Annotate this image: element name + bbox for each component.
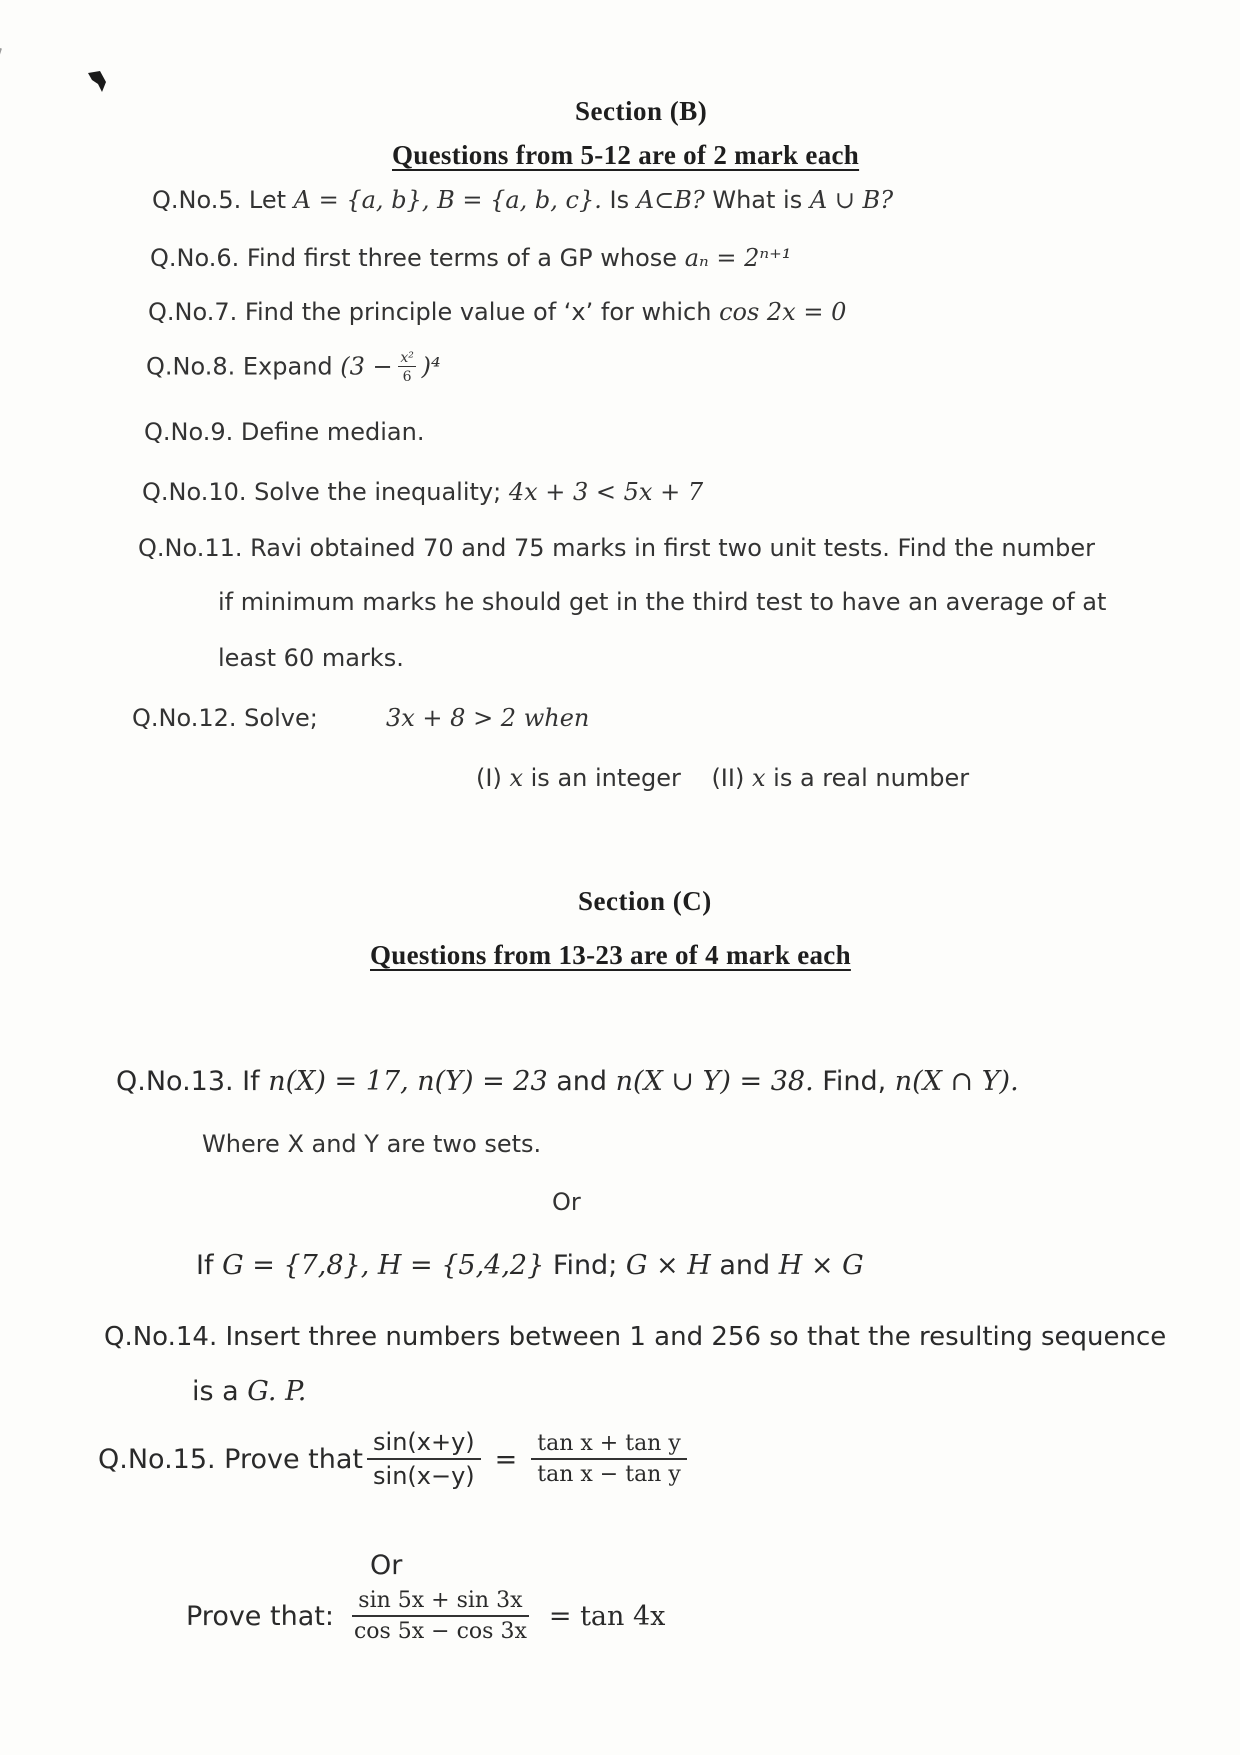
section-c-title: Section (C)	[578, 886, 712, 916]
or-separator-1: Or	[552, 1188, 581, 1216]
question-10	[142, 478, 703, 506]
q8-close: )⁴	[421, 352, 441, 381]
q13-alt-product-1: G × H	[625, 1250, 711, 1281]
q13-label: Q.No.13. If	[116, 1066, 260, 1097]
scan-speck-mark	[86, 70, 108, 94]
q12-opt1-var: x	[509, 764, 523, 792]
q10-text: Q.No.10. Solve the inequality;	[142, 478, 502, 506]
q15-lhs-den: sin(x−y)	[373, 1462, 475, 1490]
question-15	[98, 1428, 691, 1490]
question-14-line-2	[192, 1376, 306, 1407]
q13-intersection: n(X ∩ Y).	[894, 1066, 1019, 1097]
q12-opt2-label: (II)	[711, 764, 745, 792]
q15-alt-label: Prove that:	[186, 1600, 334, 1632]
q12-inequality	[386, 704, 589, 732]
q8-open: (3 −	[340, 352, 393, 381]
q14-text: is a	[192, 1376, 239, 1407]
q13-alt-sets: G = {7,8}, H = {5,4,2}	[222, 1250, 545, 1281]
or-separator-2: Or	[370, 1550, 403, 1581]
q5-text: Is	[609, 186, 630, 214]
q13-alt-label: If	[196, 1250, 214, 1281]
q12-options	[476, 764, 969, 792]
q8-text: Q.No.8. Expand	[146, 352, 333, 381]
q13-alt-and: and	[719, 1250, 771, 1281]
q5-union: A ∪ B?	[809, 186, 894, 214]
q8-frac-num: x²	[400, 350, 414, 366]
q12-opt2-text: is a real number	[773, 764, 970, 792]
question-13-line-2: Where X and Y are two sets.	[202, 1130, 542, 1158]
q12-text: Q.No.12. Solve;	[132, 704, 318, 732]
q8-frac-den: 6	[402, 369, 412, 385]
q15-lhs-fraction	[367, 1428, 481, 1490]
question-14-line-1: Q.No.14. Insert three numbers between 1 and 256 so that the resulting sequence	[104, 1322, 1167, 1352]
scan-edge-line	[0, 48, 2, 134]
q13-and: and	[556, 1066, 608, 1097]
question-11-line-1: Q.No.11. Ravi obtained 70 and 75 marks in first two unit tests. Find the number	[138, 534, 1096, 562]
q6-formula: aₙ = 2ⁿ⁺¹	[684, 244, 792, 272]
question-9: Q.No.9. Define median.	[144, 418, 425, 446]
question-13-alternative	[196, 1250, 864, 1281]
q13-given: n(X) = 17, n(Y) = 23	[268, 1066, 548, 1097]
q15-rhs-den: tan x − tan y	[537, 1462, 681, 1487]
q5-label: Q.No.5. Let	[152, 186, 287, 214]
q12-opt2-var: x	[751, 764, 766, 792]
q15-alt-num: sin 5x + sin 3x	[352, 1588, 528, 1617]
q5-sets: A = {a, b}, B = {a, b, c}.	[293, 186, 602, 214]
q12-opt1-text: is an integer	[530, 764, 681, 792]
q10-inequality: 4x + 3 < 5x + 7	[508, 478, 704, 506]
q6-text: Q.No.6. Find first three terms of a GP whose	[150, 244, 678, 272]
q13-find: Find,	[822, 1066, 887, 1097]
q15-alt-den: cos 5x − cos 3x	[353, 1619, 527, 1644]
section-c-subtitle: Questions from 13-23 are of 4 mark each	[370, 940, 851, 970]
q13-alt-find: Find;	[552, 1250, 618, 1281]
question-13	[116, 1066, 1019, 1097]
q5-text-2: What is	[712, 186, 803, 214]
q15-rhs-num: tan x + tan y	[531, 1431, 687, 1460]
q5-subset: A⊂B?	[636, 186, 705, 214]
section-b-title: Section (B)	[575, 96, 708, 126]
q15-rhs-fraction	[531, 1431, 687, 1487]
question-6	[150, 244, 791, 272]
question-11-line-2: if minimum marks he should get in the third test to have an average of at	[218, 588, 1107, 616]
question-11-line-3: least 60 marks.	[218, 644, 404, 672]
q7-equation: cos 2x = 0	[719, 298, 847, 326]
q15-alt-fraction	[348, 1588, 533, 1644]
question-8	[146, 350, 441, 385]
q15-lhs-num: sin(x+y)	[367, 1428, 481, 1460]
question-5	[152, 186, 893, 214]
q12-opt1-label: (I)	[476, 764, 502, 792]
question-7	[148, 298, 846, 326]
q14-gp: G. P.	[247, 1376, 307, 1407]
section-b-subtitle: Questions from 5-12 are of 2 mark each	[392, 140, 860, 170]
q7-text: Q.No.7. Find the principle value of ‘x’ for which	[148, 298, 712, 326]
q13-alt-product-2: H × G	[778, 1250, 864, 1281]
q12-inequality-text: 3x + 8 > 2 when	[386, 704, 590, 732]
question-15-alternative	[186, 1588, 665, 1644]
q15-equals: =	[494, 1443, 518, 1475]
q13-union: n(X ∪ Y) = 38.	[615, 1066, 814, 1097]
q15-alt-rhs: = tan 4x	[548, 1600, 666, 1632]
question-12	[132, 704, 318, 732]
q15-label: Q.No.15. Prove that	[98, 1443, 364, 1475]
q8-fraction	[397, 350, 418, 385]
